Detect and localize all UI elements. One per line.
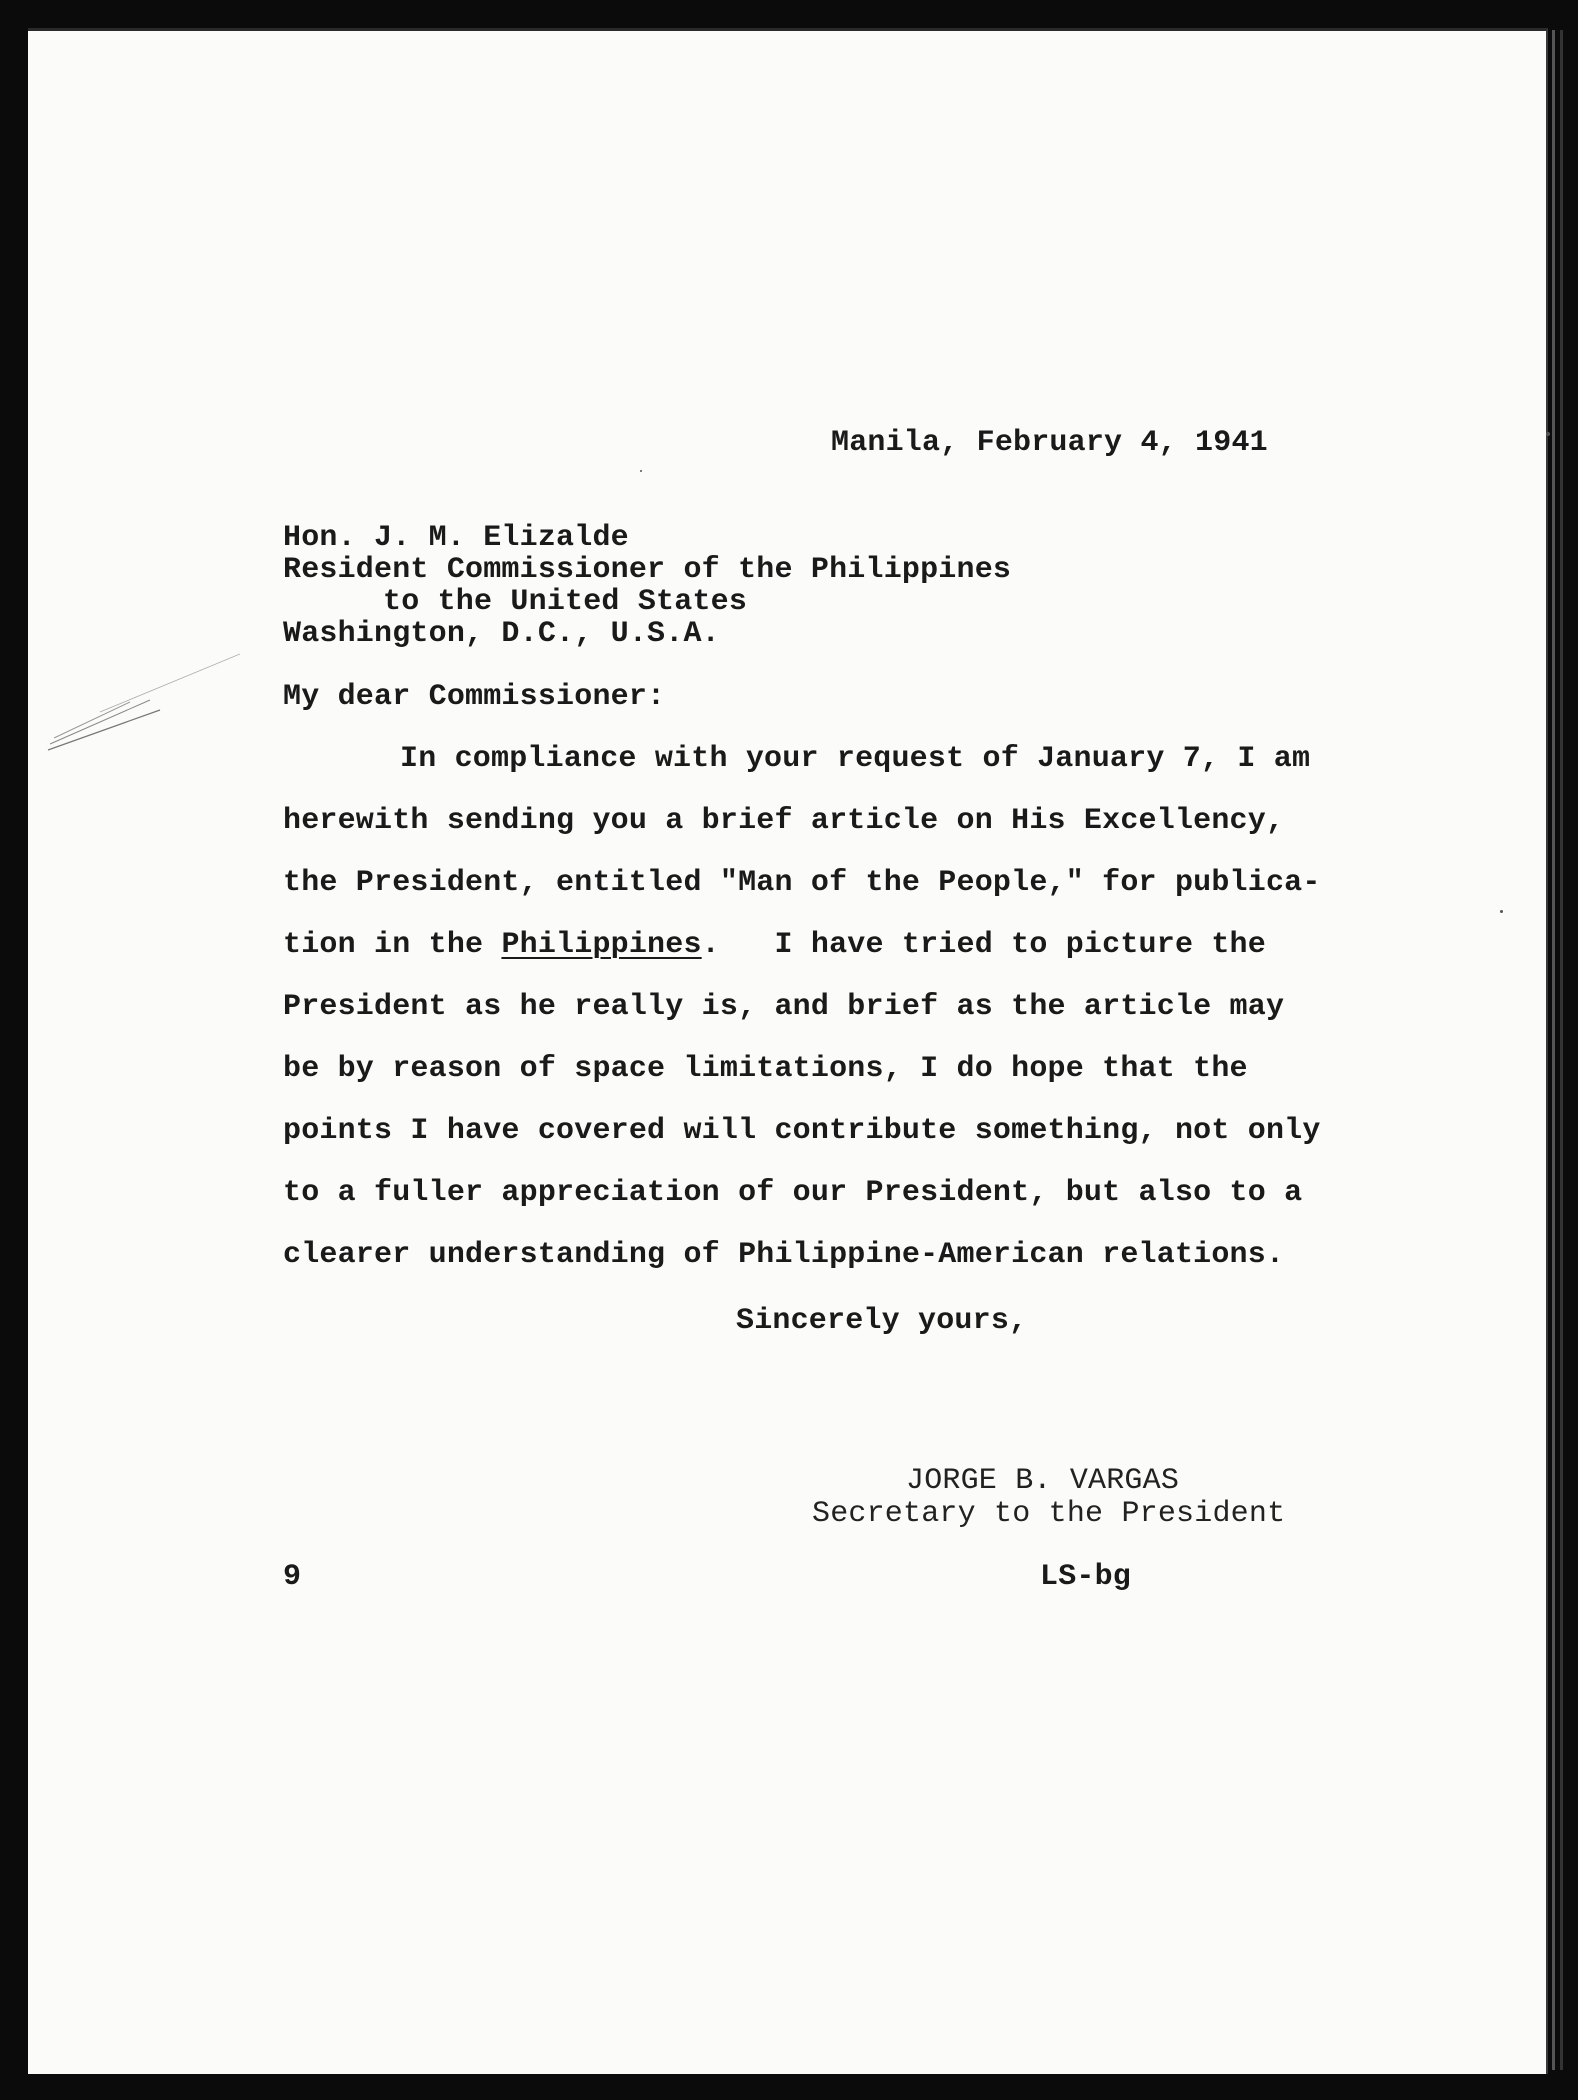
- closing: Sincerely yours,: [736, 1304, 1028, 1338]
- recipient-title: Resident Commissioner of the Philippines: [283, 553, 1012, 587]
- scan-speck: [640, 470, 642, 472]
- body-line: the President, entitled "Man of the People," for publica-: [283, 866, 1321, 900]
- body-text: tion in the: [283, 928, 502, 962]
- body-line: herewith sending you a brief article on His Excellency,: [283, 804, 1285, 838]
- body-line: In compliance with your request of January 7, I am: [400, 742, 1311, 776]
- recipient-title-cont: to the United States: [383, 585, 748, 619]
- letter-date: Manila, February 4, 1941: [831, 426, 1268, 460]
- publication-title: Philippines: [501, 928, 702, 962]
- page-number: 9: [283, 1560, 302, 1594]
- body-line: [283, 928, 1266, 962]
- body-line: points I have covered will contribute something, not only: [283, 1114, 1321, 1148]
- recipient-address: Washington, D.C., U.S.A.: [283, 617, 720, 651]
- letter-page: [28, 28, 1548, 2074]
- scan-speck: [1546, 432, 1550, 436]
- recipient-name: Hon. J. M. Elizalde: [283, 521, 629, 555]
- signatory-title: Secretary to the President: [812, 1497, 1286, 1531]
- body-line: be by reason of space limitations, I do hope that the: [283, 1052, 1248, 1086]
- page-edge: [1560, 30, 1563, 2070]
- body-line: to a fuller appreciation of our President, but also to a: [283, 1176, 1303, 1210]
- scan-speck: [1500, 910, 1503, 913]
- signatory-name: JORGE B. VARGAS: [906, 1464, 1180, 1498]
- reference-initials: LS-bg: [1040, 1560, 1132, 1594]
- page-edge: [1552, 30, 1555, 2070]
- body-text: . I have tried to picture the: [701, 928, 1266, 962]
- body-line: President as he really is, and brief as the article may: [283, 990, 1285, 1024]
- salutation: My dear Commissioner:: [283, 680, 666, 714]
- pencil-marks: [40, 640, 240, 760]
- body-line: clearer understanding of Philippine-American relations.: [283, 1238, 1285, 1272]
